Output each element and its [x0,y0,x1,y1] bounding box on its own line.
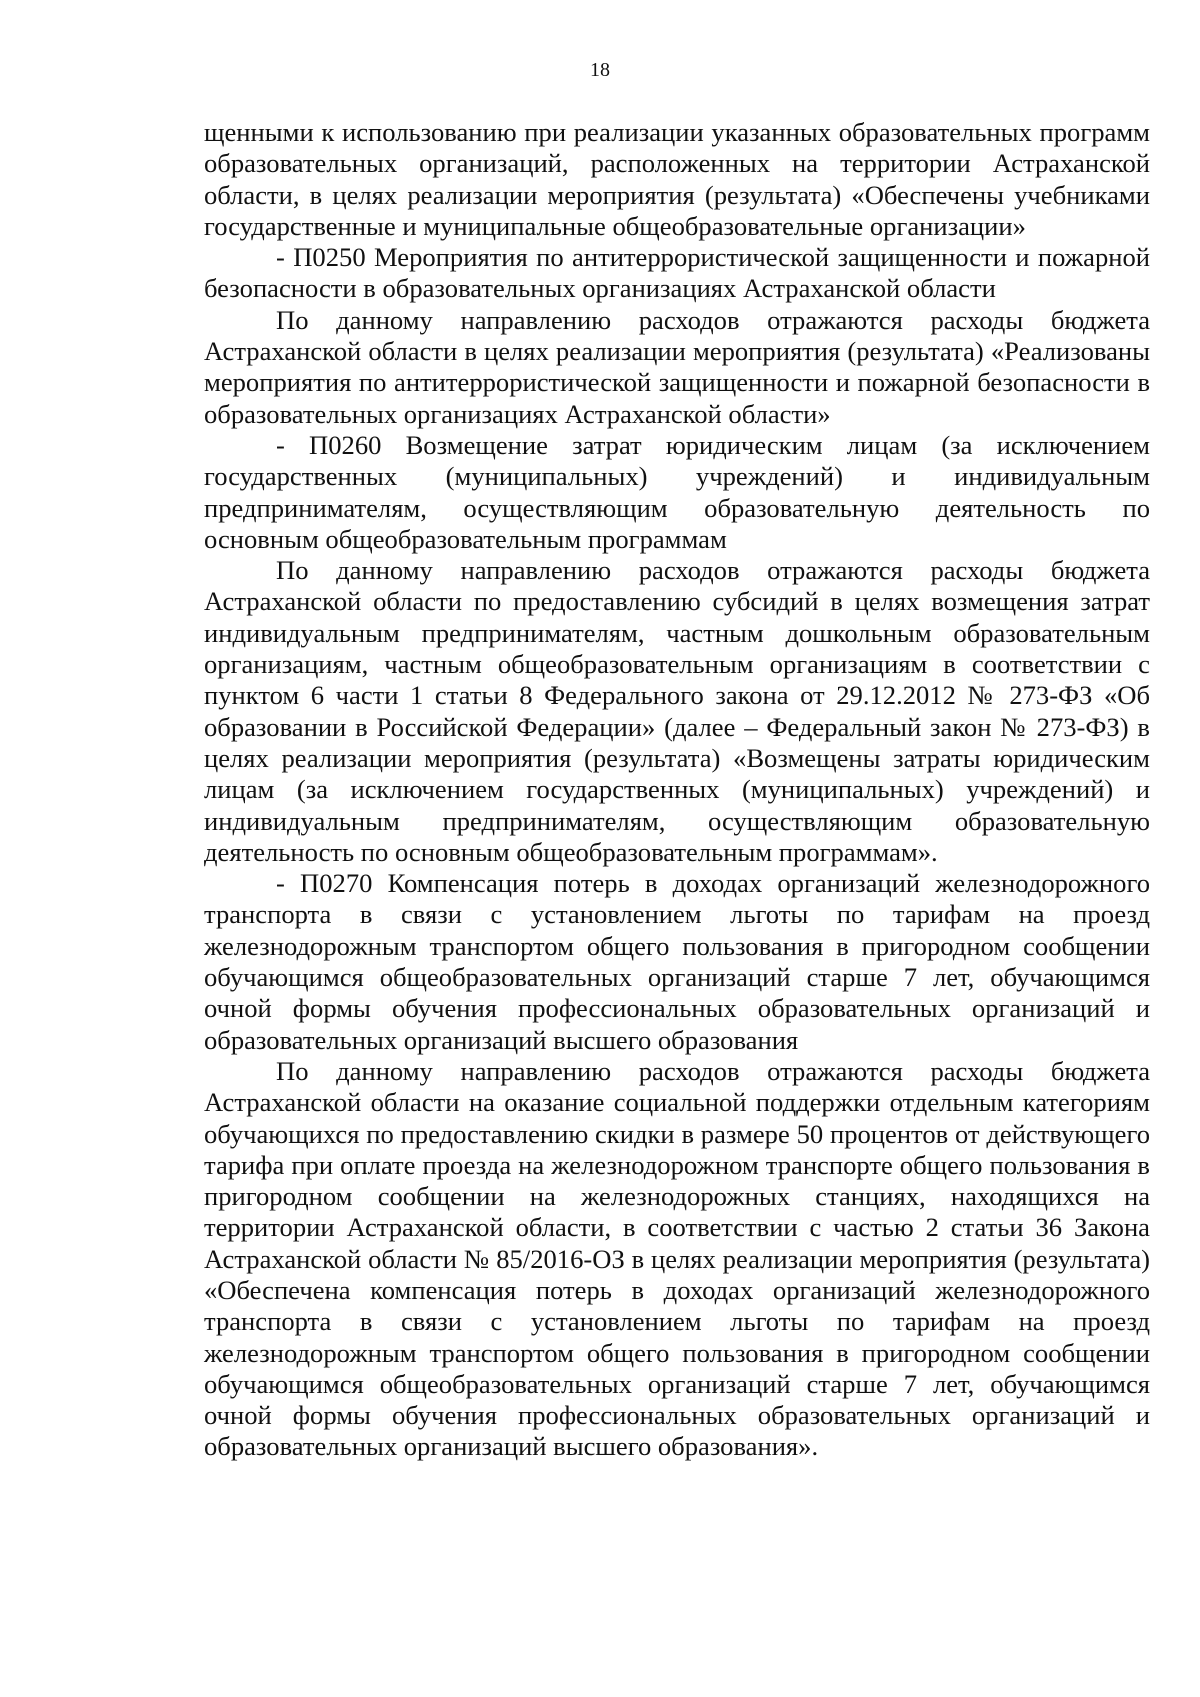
page-number: 18 [590,59,610,81]
document-body [204,117,1150,1463]
paragraph-continuation: щенными к использованию при реализации указанных образовательных программ образовательных организаций, расположенных на территории Астраханской области, в целях реализации мероприятия (результата) «Обеспечены учебниками государственные и муниципальные общеобразовательные организации» [204,117,1150,241]
paragraph-p0260-description: По данному направлению расходов отражаются расходы бюджета Астраханской области по предоставлению субсидий в целях возмещения затрат индивидуальным предпринимателям, частным дошкольным образовательным организациям, частным общеобразовательным организациям в соответствии с пунктом 6 части 1 статьи 8 Федерального закона от 29.12.2012 № 273-ФЗ «Об образовании в Российской Федерации» (далее – Федеральный закон № 273-ФЗ) в целях реализации мероприятия (результата) «Возмещены затраты юридическим лицам (за исключением государственных (муниципальных) учреждений) и индивидуальным предпринимателям, осуществляющим образовательную деятельность по основным общеобразовательным программам». [204,555,1150,867]
paragraph-p0260-heading: - П0260 Возмещение затрат юридическим лицам (за исключением государственных (муниципальных) учреждений) и индивидуальным предпринимателям, осуществляющим образовательную деятельность по основным общеобразовательным программам [204,429,1150,554]
paragraph-p0250-heading: - П0250 Мероприятия по антитеррористической защищенности и пожарной безопасности в образовательных организациях Астраханской области [204,242,1150,304]
paragraph-p0270-description: По данному направлению расходов отражаются расходы бюджета Астраханской области на оказание социальной поддержки отдельным категориям обучающихся по предоставлению скидки в размере 50 процентов от действующего тарифа при оплате проезда на железнодорожном транспорте общего пользования в пригородном сообщении на железнодорожных станциях, находящихся на территории Астраханской области, в соответствии с частью 2 статьи 36 Закона Астраханской области № 85/2016-ОЗ в целях реализации мероприятия (результата) «Обеспечена компенсация потерь в доходах организаций железнодорожного транспорта в связи с установлением льготы по тарифам на проезд железнодорожным транспортом общего пользования в пригородном сообщении обучающимся общеобразовательных организаций старше 7 лет, обучающимся очной формы обучения профессиональных образовательных организаций и образовательных организаций высшего образования». [204,1055,1150,1462]
paragraph-p0270-heading: - П0270 Компенсация потерь в доходах организаций железнодорожного транспорта в связи с установлением льготы по тарифам на проезд железнодорожным транспортом общего пользования в пригородном сообщении обучающимся общеобразовательных организаций старше 7 лет, обучающимся очной формы обучения профессиональных образовательных организаций и образовательных организаций высшего образования [204,868,1150,1055]
paragraph-p0250-description: По данному направлению расходов отражаются расходы бюджета Астраханской области в целях реализации мероприятия (результата) «Реализованы мероприятия по антитеррористической защищенности и пожарной безопасности в образовательных организациях Астраханской области» [204,304,1150,429]
